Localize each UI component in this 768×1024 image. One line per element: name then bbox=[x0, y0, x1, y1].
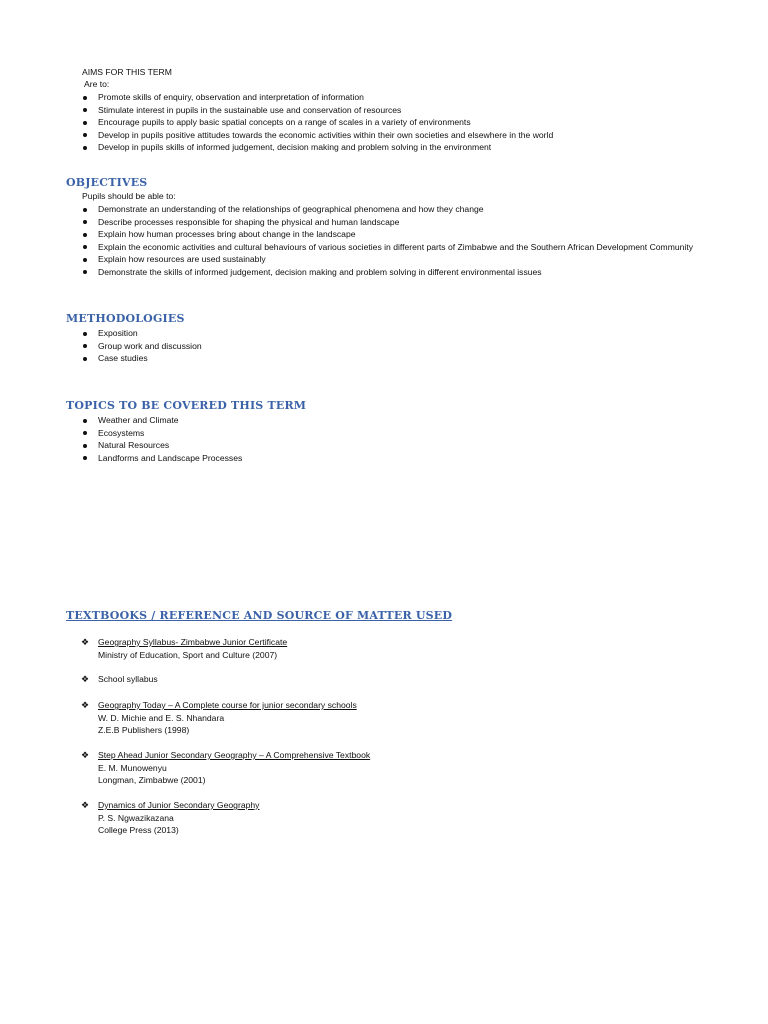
objectives-item: Explain how resources are used sustainably bbox=[0, 253, 768, 266]
aims-item: Encourage pupils to apply basic spatial concepts on a range of scales in a variety of environments bbox=[0, 116, 768, 129]
topics-item: Ecosystems bbox=[0, 427, 768, 440]
objectives-item: Demonstrate an understanding of the relationships of geographical phenomena and how they change bbox=[0, 203, 768, 216]
topics-item: Landforms and Landscape Processes bbox=[0, 452, 768, 465]
methodologies-list bbox=[0, 327, 768, 365]
aims-item: Stimulate interest in pupils in the sustainable use and conservation of resources bbox=[0, 104, 768, 117]
topics-list bbox=[0, 414, 768, 464]
methodologies-item: Exposition bbox=[0, 327, 768, 340]
aims-intro: Are to: bbox=[84, 79, 110, 89]
topics-heading: TOPICS TO BE COVERED THIS TERM bbox=[66, 399, 307, 412]
reference-title[interactable]: Step Ahead Junior Secondary Geography – A Comprehensive Textbook bbox=[98, 750, 371, 760]
topics-item: Natural Resources bbox=[0, 439, 768, 452]
reference-detail: College Press (2013) bbox=[98, 825, 179, 835]
reference-detail: E. M. Munowenyu bbox=[98, 762, 167, 773]
diamond-bullet-icon: ❖ bbox=[81, 700, 90, 710]
aims-item: Promote skills of enquiry, observation and interpretation of information bbox=[0, 91, 768, 104]
reference-entry bbox=[0, 749, 768, 787]
reference-detail: P. S. Ngwazikazana bbox=[98, 812, 174, 823]
topics-item: Weather and Climate bbox=[0, 414, 768, 427]
objectives-item: Describe processes responsible for shaping the physical and human landscape bbox=[0, 216, 768, 229]
methodologies-item: Case studies bbox=[0, 352, 768, 365]
diamond-bullet-icon: ❖ bbox=[81, 800, 90, 810]
aims-item: Develop in pupils skills of informed judgement, decision making and problem solving in the environment bbox=[0, 141, 768, 154]
objectives-list bbox=[0, 203, 768, 278]
aims-heading: AIMS FOR THIS TERM bbox=[82, 67, 172, 77]
reference-detail: Ministry of Education, Sport and Culture (2007) bbox=[98, 649, 278, 660]
reference-entry bbox=[0, 799, 768, 837]
methodologies-item: Group work and discussion bbox=[0, 340, 768, 353]
reference-title: School syllabus bbox=[98, 674, 158, 684]
reference-entry bbox=[0, 699, 768, 737]
aims-list bbox=[0, 91, 768, 154]
textbooks-heading: TEXTBOOKS / REFERENCE AND SOURCE OF MATTER USED bbox=[66, 609, 453, 622]
reference-entry bbox=[0, 636, 768, 661]
objectives-item: Explain the economic activities and cultural behaviours of various societies in different parts of Zimbabwe and the Southern African Development Community bbox=[0, 241, 768, 254]
reference-title[interactable]: Geography Today – A Complete course for junior secondary schools bbox=[98, 700, 357, 710]
objectives-heading: OBJECTIVES bbox=[66, 176, 148, 189]
objectives-item: Explain how human processes bring about change in the landscape bbox=[0, 228, 768, 241]
diamond-bullet-icon: ❖ bbox=[81, 674, 90, 684]
diamond-bullet-icon: ❖ bbox=[81, 637, 90, 647]
objectives-item: Demonstrate the skills of informed judgement, decision making and problem solving in different environmental issues bbox=[0, 266, 768, 279]
reference-title[interactable]: Dynamics of Junior Secondary Geography bbox=[98, 800, 260, 810]
diamond-bullet-icon: ❖ bbox=[81, 750, 90, 760]
methodologies-heading: METHODOLOGIES bbox=[66, 312, 185, 325]
reference-title[interactable]: Geography Syllabus- Zimbabwe Junior Certificate bbox=[98, 637, 288, 647]
reference-detail: Z.E.B Publishers (1998) bbox=[98, 725, 190, 735]
aims-item: Develop in pupils positive attitudes towards the economic activities within their own societies and elsewhere in the world bbox=[0, 129, 768, 142]
objectives-intro: Pupils should be able to: bbox=[82, 191, 176, 201]
reference-detail: W. D. Michie and E. S. Nhandara bbox=[98, 712, 225, 723]
reference-entry bbox=[0, 673, 768, 686]
reference-detail: Longman, Zimbabwe (2001) bbox=[98, 775, 206, 785]
